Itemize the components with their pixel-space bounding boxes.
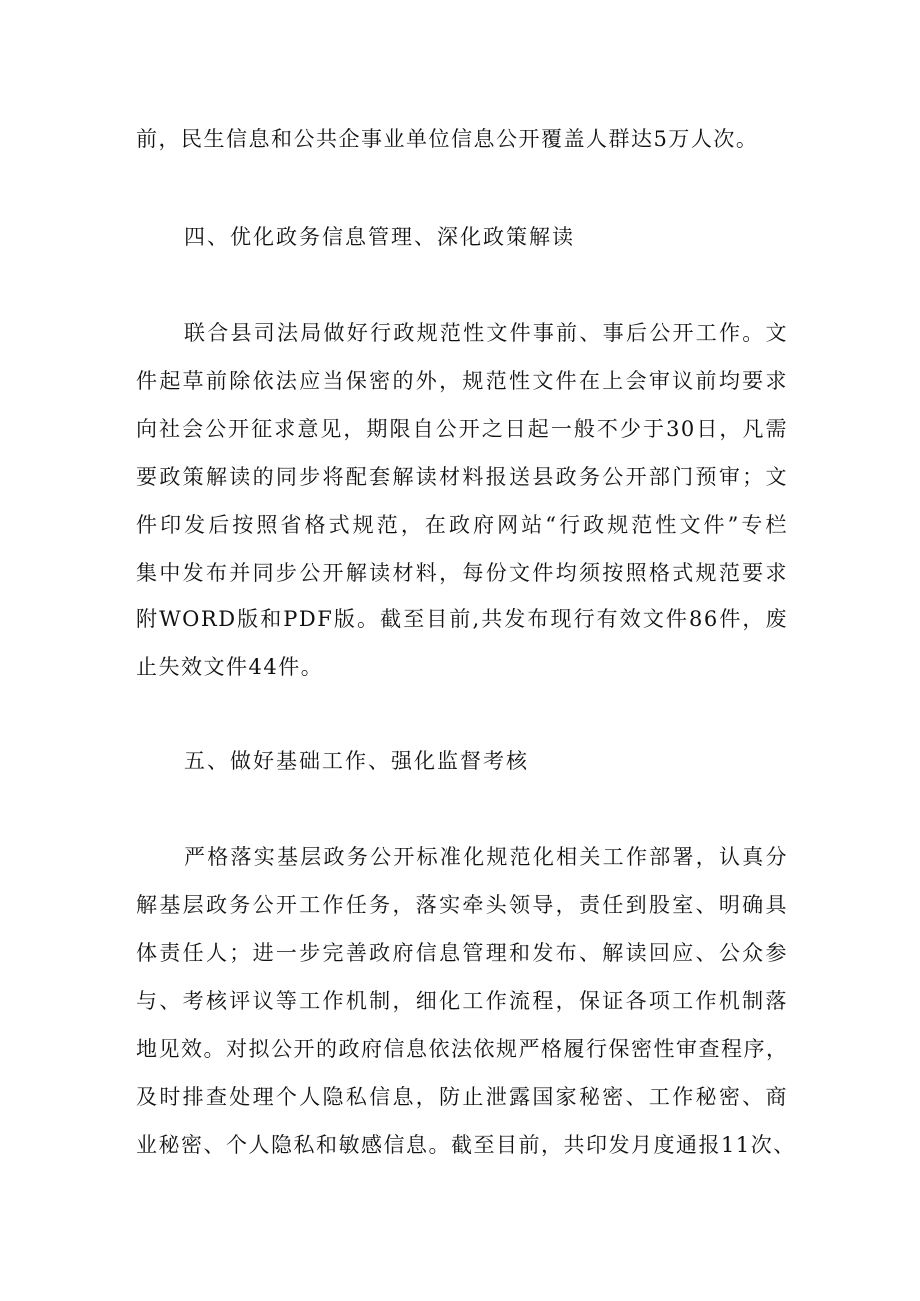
section-4-line-2: 件起草前除依法应当保密的外，规范性文件在上会审议前均要求 bbox=[136, 369, 788, 393]
section-4-line-6: 集中发布并同步公开解读材料，每份文件均须按照格式规范要求 bbox=[136, 561, 788, 585]
section-4-line-8: 止失效文件44件。 bbox=[136, 655, 324, 679]
section-4-line-3: 向社会公开征求意见，期限自公开之日起一般不少于30日，凡需 bbox=[136, 417, 788, 441]
section-4-line-5: 件印发后按照省格式规范，在政府网站“行政规范性文件”专栏 bbox=[136, 513, 788, 537]
intro-line: 前，民生信息和公共企事业单位信息公开覆盖人群达5万人次。 bbox=[136, 127, 759, 151]
section-5-line-7: 业秘密、个人隐私和敏感信息。截至目前，共印发月度通报11次、 bbox=[136, 1133, 796, 1157]
section-4-heading: 四、优化政务信息管理、深化政策解读 bbox=[184, 225, 575, 249]
section-5-heading: 五、做好基础工作、强化监督考核 bbox=[184, 749, 529, 773]
section-5-line-2: 解基层政务公开工作任务，落实牵头领导，责任到股室、明确具 bbox=[136, 893, 788, 917]
section-5-line-6: 及时排查处理个人隐私信息，防止泄露国家秘密、工作秘密、商 bbox=[136, 1085, 788, 1109]
section-5-line-3: 体责任人；进一步完善政府信息管理和发布、解读回应、公众参 bbox=[136, 941, 788, 965]
section-4-line-7: 附WORD版和PDF版。截至目前,共发布现行有效文件86件，废 bbox=[136, 607, 788, 631]
section-4-line-4: 要政策解读的同步将配套解读材料报送县政务公开部门预审；文 bbox=[136, 465, 788, 489]
section-5-line-4: 与、考核评议等工作机制，细化工作流程，保证各项工作机制落 bbox=[136, 989, 788, 1013]
section-5-line-5: 地见效。对拟公开的政府信息依法依规严格履行保密性审查程序， bbox=[136, 1037, 789, 1061]
section-5-line-1: 严格落实基层政务公开标准化规范化相关工作部署，认真分 bbox=[184, 845, 788, 869]
section-4-line-1: 联合县司法局做好行政规范性文件事前、事后公开工作。文 bbox=[184, 321, 788, 345]
